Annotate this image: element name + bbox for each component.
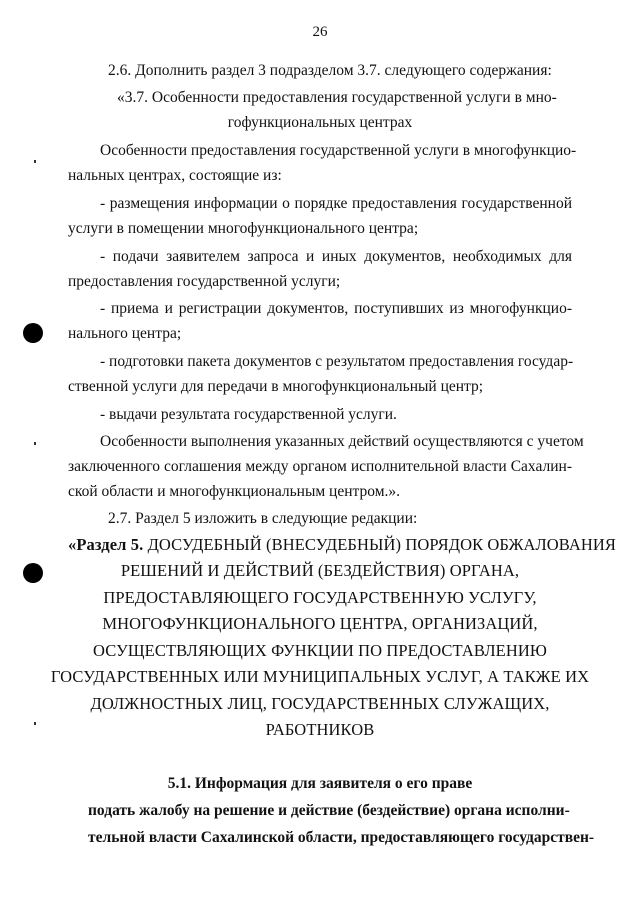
scan-speck-3 xyxy=(34,722,36,725)
section-5-title-line-1 xyxy=(68,535,616,555)
section-5-title-prefix: «Раздел 5. xyxy=(68,535,144,554)
list-item-2-line-1: - подачи заявителем запроса и иных документов, необходимых для xyxy=(100,248,572,265)
section-5-title-line-1-text: ДОСУДЕБНЫЙ (ВНЕСУДЕБНЫЙ) ПОРЯДОК ОБЖАЛОВАНИЯ xyxy=(143,535,617,554)
scan-speck-1 xyxy=(34,160,36,163)
scan-speck-2 xyxy=(34,442,36,445)
closing-paragraph-line-1: Особенности выполнения указанных действий осуществляются с учетом xyxy=(100,433,584,450)
punch-hole-lower xyxy=(23,563,43,583)
list-item-5: - выдачи результата государственной услуги. xyxy=(100,406,397,423)
closing-paragraph-line-3: ской области и многофункциональным центром.». xyxy=(68,483,401,500)
page-number: 26 xyxy=(312,24,328,40)
list-item-3-line-2: нального центра; xyxy=(68,325,182,342)
list-item-4-line-1: - подготовки пакета документов с результатом предоставления государ- xyxy=(100,353,574,370)
punch-hole-upper xyxy=(23,323,43,343)
section-5-1-heading-line-1: 5.1. Информация для заявителя о его праве xyxy=(167,775,473,792)
list-item-2-line-2: предоставления государственной услуги; xyxy=(68,273,341,290)
section-5-title-line-4: МНОГОФУНКЦИОНАЛЬНОГО ЦЕНТРА, ОРГАНИЗАЦИЙ, xyxy=(102,614,538,633)
closing-paragraph-line-2: заключенного соглашения между органом исполнительной власти Сахалин- xyxy=(68,458,572,475)
intro-paragraph-line-2: нальных центрах, состоящие из: xyxy=(68,167,282,184)
section-2-6-heading: 2.6. Дополнить раздел 3 подразделом 3.7. следующего содержания: xyxy=(108,62,552,79)
subsection-3-7-title-line-2: гофункциональных центрах xyxy=(227,114,413,131)
intro-paragraph-line-1: Особенности предоставления государственной услуги в многофункцио- xyxy=(100,142,577,159)
section-5-1-heading-line-2: подать жалобу на решение и действие (бездействие) органа исполни- xyxy=(88,802,570,819)
section-2-7-heading: 2.7. Раздел 5 изложить в следующие редакции: xyxy=(108,510,418,527)
list-item-4-line-2: ственной услуги для передачи в многофункциональный центр; xyxy=(68,378,484,395)
section-5-title-line-3: ПРЕДОСТАВЛЯЮЩЕГО ГОСУДАРСТВЕННУЮ УСЛУГУ, xyxy=(103,588,537,607)
section-5-title-line-8: РАБОТНИКОВ xyxy=(265,720,375,739)
section-5-title-line-6: ГОСУДАРСТВЕННЫХ ИЛИ МУНИЦИПАЛЬНЫХ УСЛУГ, А ТАКЖЕ ИХ xyxy=(50,667,590,686)
subsection-3-7-title-line-1: «3.7. Особенности предоставления государственной услуги в мно- xyxy=(117,89,557,106)
list-item-1-line-2: услуги в помещении многофункционального центра; xyxy=(68,220,419,237)
list-item-1-line-1: - размещения информации о порядке предоставления государственной xyxy=(100,195,572,212)
section-5-title-line-5: ОСУЩЕСТВЛЯЮЩИХ ФУНКЦИИ ПО ПРЕДОСТАВЛЕНИЮ xyxy=(93,641,547,660)
section-5-title-line-7: ДОЛЖНОСТНЫХ ЛИЦ, ГОСУДАРСТВЕННЫХ СЛУЖАЩИХ, xyxy=(90,694,550,713)
section-5-title-line-2: РЕШЕНИЙ И ДЕЙСТВИЙ (БЕЗДЕЙСТВИЯ) ОРГАНА, xyxy=(120,561,520,580)
list-item-3-line-1: - приема и регистрации документов, поступивших из многофункцио- xyxy=(100,300,572,317)
section-5-1-heading-line-3: тельной власти Сахалинской области, предоставляющего государствен- xyxy=(88,829,595,846)
